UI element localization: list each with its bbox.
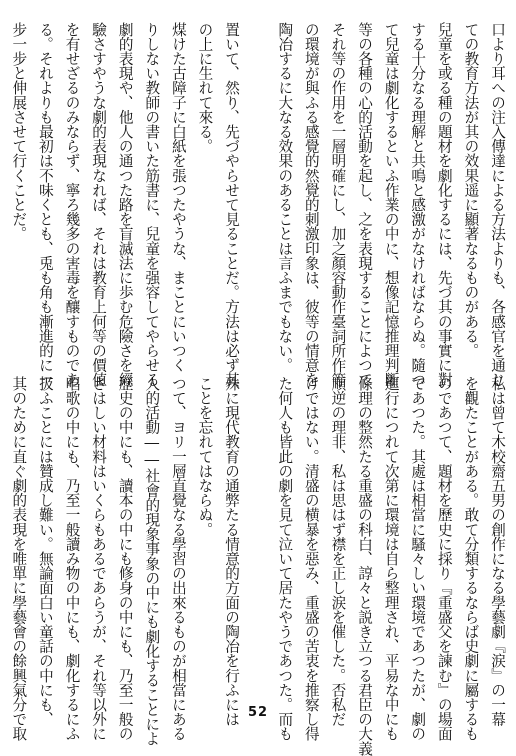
text-line: ことを忘れてはならぬ。 <box>196 376 214 537</box>
text-line: 扱ふことには贊成し難い。無論面白い童話の中にも、 <box>36 376 54 727</box>
text-line: 條理の整然たる重盛の科白、諄々と説き立つる君臣の大義 <box>356 376 374 756</box>
text-line: りしない教師の書いた筋書に、兒童を强容してやらせる <box>143 22 161 387</box>
text-line: であつた。其處は相當に騷々しい環境であつたが、劇の <box>409 376 427 741</box>
text-line: て兒童は劇化するといふ作業の中に、想像記憶推理判斷 <box>382 22 400 387</box>
text-line: ての教育方法が其の效果遥に顯著なるものがある。 <box>462 22 480 358</box>
text-line: る。それよりも最初は不味くとも、兎も角も漸進的に一 <box>36 22 54 387</box>
upper-text-block <box>10 22 510 387</box>
text-line: 口より耳への注入傳達による方法よりも、各感官を通じ <box>489 22 506 387</box>
text-line: 劇的表現や、他人の通つた路を盲滅法に歩む危險さを經 <box>116 22 134 387</box>
text-line: 殊に現代教育の通弊たる情意的方面の陶冶を行ふには <box>223 376 241 727</box>
text-line: けではない。清盛の横暴を惡み、重盛の苦衷を推察し得 <box>302 376 320 741</box>
text-line: つて、ヨリ一層直覺なる學習の出來るものが相當にある <box>169 376 187 741</box>
text-line: 兒童を或る種の題材を劇化するには、先づ其の事實に對 <box>435 22 453 387</box>
text-line <box>244 376 271 702</box>
text-line: 等の各種の心的活動を起し、之を表現することによつて <box>356 22 374 387</box>
text-line: 煤けた古障子に白紙を張つたやうな、まことにいつく <box>169 22 187 373</box>
text-line: 步一步と伸展させて行くことだ。 <box>10 22 28 241</box>
text-line: する十分なる理解と共鳴と感激がなければならぬ。隨つ <box>409 22 427 387</box>
text-line: 私は曾て木校齋五男の創作になる學藝劇『涙』の一幕 <box>489 376 506 727</box>
text-line <box>244 22 271 360</box>
text-line: それ等の作用を一層明確にし、加之顏容動作臺詞所作等 <box>329 22 347 387</box>
text-line: のであつて、題材を歷史に採り『重盛父を諫む』の場面 <box>435 376 453 741</box>
text-line: の上に生れて來る。 <box>196 22 214 154</box>
text-line: 人的活動――社會的現象事象の中にも劇化することによ <box>143 376 161 746</box>
text-line: の環境が與ふる感覺的然覺的刺激印象は、彼等の情意を <box>302 22 320 387</box>
text-line: た何人も皆此の劇を見て泣いて居たやうであつた。而も <box>276 376 294 741</box>
text-line: 進行につれて次第に環境は自ら整理され、平易な中にも <box>382 376 400 741</box>
text-line: 置いて、然り、先づやらせて見ることだ。方法は必ず其 <box>223 22 241 387</box>
text-line: 歷史の中にも、讀本の中にも修身の中にも、乃至一般の <box>116 376 134 741</box>
text-line: 順逆の理非、私は思はず襟を正し涙を催した。否私だ <box>329 376 347 727</box>
text-line: 陶冶するに大なる效果のあることは言ふまでもない。 <box>276 22 294 373</box>
text-line: 唱歌の中にも、乃至一般讀み物の中にも、劇化するにふ <box>63 376 81 741</box>
text-line: を觀たことがある。敢て分類するならば史劇に屬するも <box>462 376 480 741</box>
text-line: 驗さすやうな劇的表現なれば、それは教育上何等の價値 <box>90 22 108 387</box>
page-number: 52 <box>247 705 269 720</box>
text-line: さはしい材料はいくらもあるであらうが、それ等以外に <box>90 376 108 741</box>
text-line: 其のために直ぐ劇的表現を唯單に學藝會の餘興氣分で取 <box>10 376 28 741</box>
text-line: を有せざるのみならず、寧ろ幾多の害毒を釀すものであ <box>63 22 81 387</box>
